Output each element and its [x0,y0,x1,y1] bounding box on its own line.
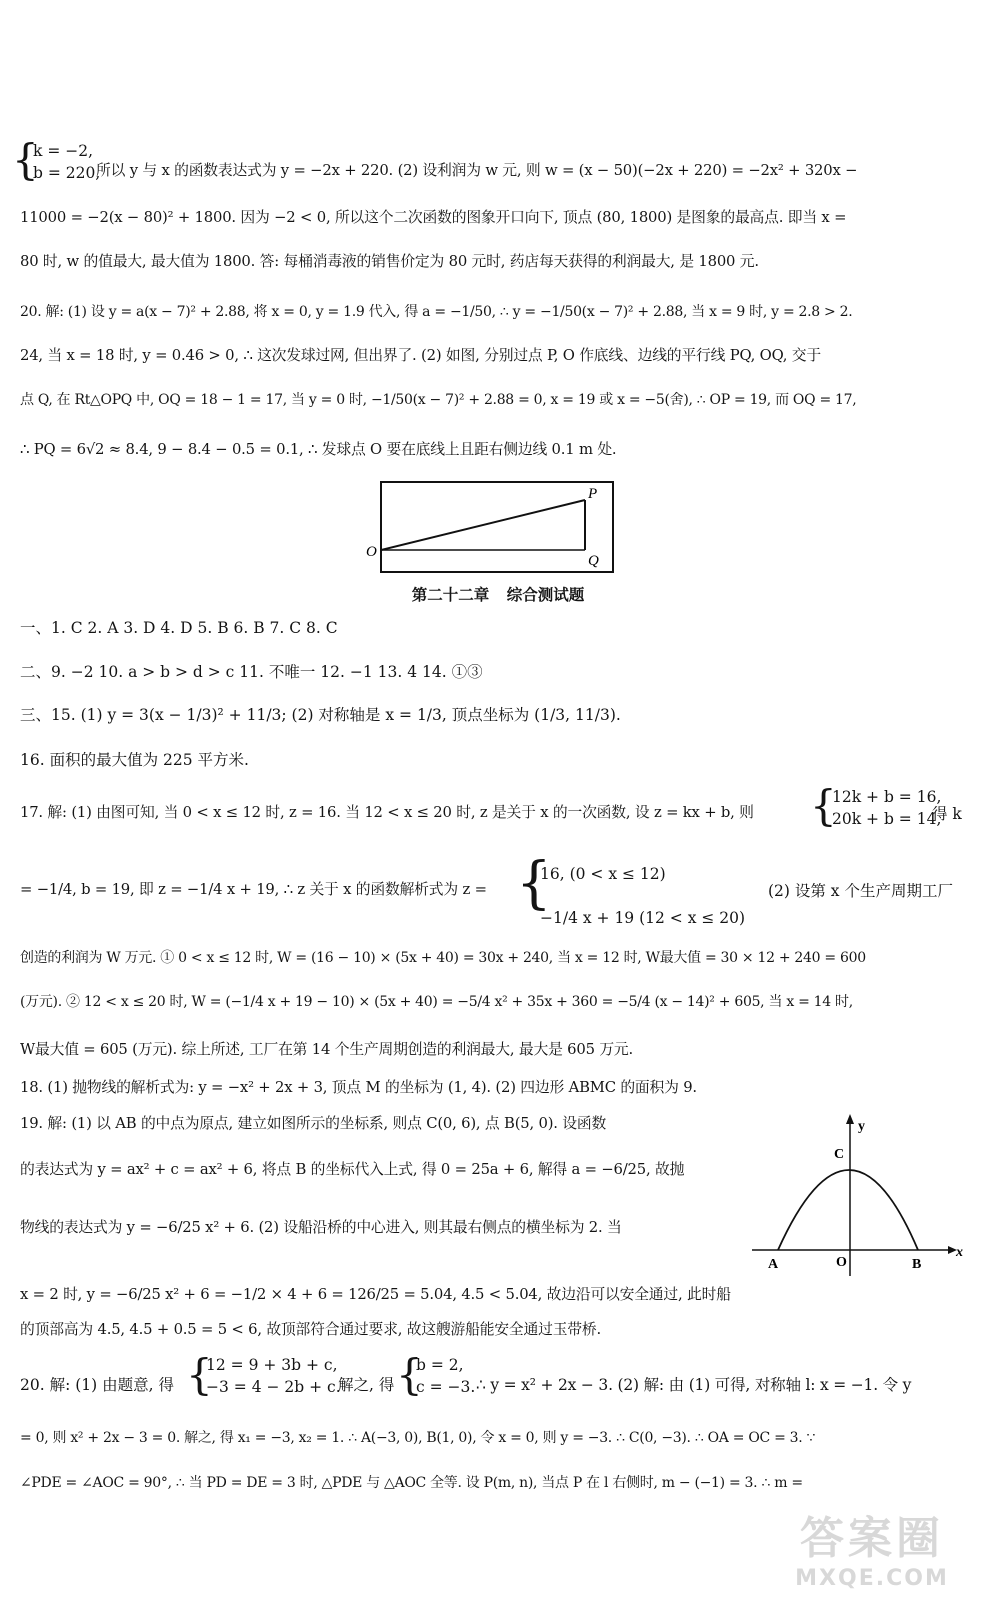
q20b-eq2: c = −3. [416,1378,476,1396]
kb-eq1: k = −2, [33,142,94,160]
kb-eq2: b = 220, [33,164,101,182]
q17-line-3: 创造的利润为 W 万元. ① 0 < x ≤ 12 时, W = (16 − 10) × (5x + 40) = 30x + 240, 当 x = 12 时, W最大值 = 30 × 12 + 240 = 600 [20,950,866,966]
q20-line-3: ∠PDE = ∠AOC = 90°, ∴ 当 PD = DE = 3 时, △PDE 与 △AOC 全等. 设 P(m, n), 当点 P 在 l 右侧时, m − (−1) = 3. ∴ m = [20,1475,803,1491]
text-line-6: 点 Q, 在 Rt△OPQ 中, OQ = 18 − 1 = 17, 当 y = 0 时, −1/50(x − 7)² + 2.88 = 0, x = 19 或 x = −5(舍), ∴ OP = 19, 而 OQ = 17, [20,392,857,408]
parabola-figure [752,1110,972,1280]
chapter-subtitle: 综合测试题 [506,586,585,604]
text-line-5: 24, 当 x = 18 时, y = 0.46 > 0, ∴ 这次发球过网, 但出界了. (2) 如图, 分别过点 P, O 作底线、边线的平行线 PQ, OQ, 交于 [20,347,821,364]
label-x: x [956,1245,963,1260]
q17-part2: (2) 设第 x 个生产周期工厂 [768,882,953,900]
q17-result-k: 得 k [932,805,962,823]
piecewise-case2: −1/4 x + 19 (12 < x ≤ 20) [540,909,746,927]
brace-piecewise: { [516,851,552,916]
q17-line-1: 17. 解: (1) 由图可知, 当 0 < x ≤ 12 时, z = 16. 当 12 < x ≤ 20 时, z 是关于 x 的一次函数, 设 z = kx + b, 则 [20,804,754,821]
system-q20a [206,1354,341,1398]
brace-q20a: { [186,1350,213,1399]
text-line-3: 80 时, w 的值最大, 最大值为 1800. 答: 每桶消毒液的销售价定为 80 元时, 药店每天获得的利润最大, 是 1800 元. [20,253,759,270]
system-q17 [832,786,941,830]
watermark-text: 答案圈 [800,1513,944,1564]
q20-solve: 解之, 得 [338,1376,395,1394]
answers-fill: 二、9. −2 10. a > b > d > c 11. 不唯一 12. −1 13. 4 14. ①③ [20,663,483,681]
q20b-eq1: b = 2, [416,1356,464,1374]
label-A: A [768,1257,779,1272]
q20a-eq2: −3 = 4 − 2b + c. [206,1378,341,1396]
text-line-4: 20. 解: (1) 设 y = a(x − 7)² + 2.88, 将 x = 0, y = 1.9 代入, 得 a = −1/50, ∴ y = −1/50(x − 7)² + 2.88, 当 x = 9 时, y = 2.8 > 2. [20,304,853,320]
q19-line-4: x = 2 时, y = −6/25 x² + 6 = −1/2 × 4 + 6 = 126/25 = 5.04, 4.5 < 5.04, 故边沿可以安全通过, 此时船 [20,1286,731,1303]
q17-line-4: (万元). ② 12 < x ≤ 20 时, W = (−1/4 x + 19 − 10) × (5x + 40) = −5/4 x² + 35x + 360 = −5/4 (x − 14)² + 605, 当 x = 14 时, [20,994,853,1010]
q20-intro: 20. 解: (1) 由题意, 得 [20,1376,174,1394]
label-origin: O [836,1255,847,1270]
court-diagram [0,476,996,586]
brace-kb: { [12,135,39,184]
watermark-url: MXQE.COM [795,1566,949,1591]
label-y: y [858,1119,865,1134]
q20-result: ∴ y = x² + 2x − 3. (2) 解: 由 (1) 可得, 对称轴 l: x = −1. 令 y [476,1376,912,1394]
q17-line-2: = −1/4, b = 19, 即 z = −1/4 x + 19, ∴ z 关于 x 的函数解析式为 z = [20,881,487,898]
q20a-eq1: 12 = 9 + 3b + c, [206,1356,338,1374]
y-axis-arrow [846,1114,854,1124]
label-O: O [366,544,377,560]
chapter-number: 第二十二章 [411,586,490,604]
chapter-title [0,583,996,605]
system-q20b [416,1354,475,1398]
brace-q17: { [810,781,837,830]
q19-line-1: 19. 解: (1) 以 AB 的中点为原点, 建立如图所示的坐标系, 则点 C(0, 6), 点 B(5, 0). 设函数 [20,1115,607,1132]
watermark [762,1502,982,1591]
answer-18: 18. (1) 抛物线的解析式为: y = −x² + 2x + 3, 顶点 M 的坐标为 (1, 4). (2) 四边形 ABMC 的面积为 9. [20,1079,697,1096]
piecewise-case1: 16, (0 < x ≤ 12) [540,865,666,883]
label-Q: Q [588,553,599,569]
answer-16: 16. 面积的最大值为 225 平方米. [20,751,249,769]
text-line-7: ∴ PQ = 6√2 ≈ 8.4, 9 − 8.4 − 0.5 = 0.1, ∴ 发球点 O 要在底线上且距右侧边线 0.1 m 处. [20,441,617,458]
piecewise-z [540,852,745,940]
q19-line-5: 的顶部高为 4.5, 4.5 + 0.5 = 5 < 6, 故顶部符合通过要求, 故这艘游船能安全通过玉带桥. [20,1321,601,1338]
q17-eq2: 20k + b = 14, [832,810,942,828]
brace-q20b: { [396,1350,423,1399]
answers-choice: 一、1. C 2. A 3. D 4. D 5. B 6. B 7. C 8. C [20,619,338,637]
text-line-1: 所以 y 与 x 的函数表达式为 y = −2x + 220. (2) 设利润为 w 元, 则 w = (x − 50)(−2x + 220) = −2x² + 320x − [96,162,858,179]
court-outline [381,482,613,572]
label-C: C [834,1147,845,1162]
q17-line-5: W最大值 = 605 (万元). 综上所述, 工厂在第 14 个生产周期创造的利润最大, 最大是 605 万元. [20,1041,634,1058]
segment-OP [381,500,585,550]
text-line-2: 11000 = −2(x − 80)² + 1800. 因为 −2 < 0, 所以这个二次函数的图象开口向下, 顶点 (80, 1800) 是图象的最高点. 即当 x = [20,209,847,226]
system-kb [33,140,100,184]
label-B: B [912,1257,922,1272]
answer-15: 三、15. (1) y = 3(x − 1/3)² + 11/3; (2) 对称轴是 x = 1/3, 顶点坐标为 (1/3, 11/3). [20,706,621,724]
parabola-curve [778,1170,918,1250]
q19-line-2: 的表达式为 y = ax² + c = ax² + 6, 将点 B 的坐标代入上式, 得 0 = 25a + 6, 解得 a = −6/25, 故抛 [20,1161,685,1178]
label-P: P [588,486,598,502]
q17-eq1: 12k + b = 16, [832,788,942,806]
q20-line-2: = 0, 则 x² + 2x − 3 = 0. 解之, 得 x₁ = −3, x₂ = 1. ∴ A(−3, 0), B(1, 0), 令 x = 0, 则 y = −3. ∴ C(0, −3). ∴ OA = OC = 3. ∵ [20,1430,816,1446]
q19-line-3: 物线的表达式为 y = −6/25 x² + 6. (2) 设船沿桥的中心进入, 则其最右侧点的横坐标为 2. 当 [20,1219,622,1236]
